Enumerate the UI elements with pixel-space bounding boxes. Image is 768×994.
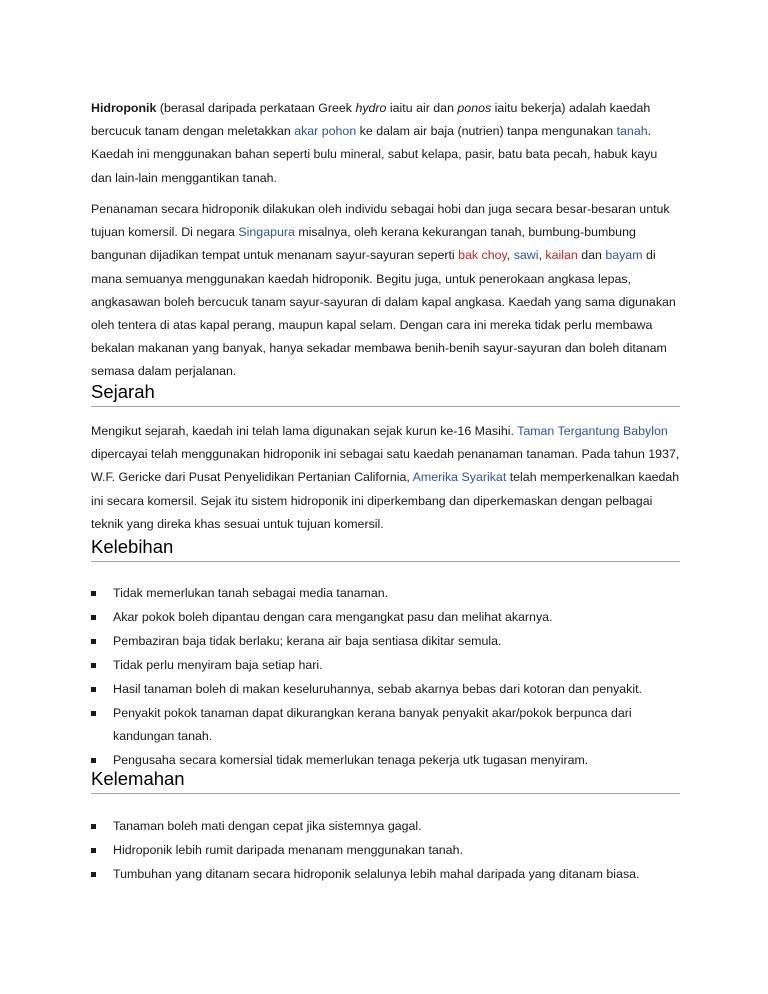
link-singapura[interactable]: Singapura [238, 225, 295, 240]
heading-kelebihan: Kelebihan [91, 536, 680, 562]
list-item: Hidroponik lebih rumit daripada menanam menggunakan tanah. [91, 839, 681, 862]
link-amerika-syarikat[interactable]: Amerika Syarikat [412, 470, 507, 485]
link-kailan[interactable]: kailan [545, 248, 578, 263]
bullet-icon [91, 687, 96, 692]
link-akar-pohon[interactable]: akar pohon [294, 124, 357, 139]
intro-paragraph-1: Hidroponik (berasal daripada perkataan Greek hydro iaitu air dan ponos iaitu bekerja) adalah kaedah bercucuk tanam dengan meletakkan akar pohon ke dalam air baja (nutrien) tanpa mengunakan tanah. Kaedah ini menggunakan bahan seperti bulu mineral, sabut kelapa, pasir, batu bata pecah, habuk kayu dan lain-lain menggantikan tanah. [91, 101, 658, 185]
heading-sejarah: Sejarah [91, 381, 680, 407]
kelemahan-list [91, 815, 681, 887]
link-tanah[interactable]: tanah [616, 124, 648, 139]
bullet-icon [91, 848, 96, 853]
bullet-icon [91, 824, 96, 829]
kelebihan-list [91, 582, 681, 773]
list-item: Penyakit pokok tanaman dapat dikurangkan kerana banyak penyakit akar/pokok berpunca dari kandungan tanah. [91, 702, 681, 748]
list-item: Pengusaha secara komersial tidak memerlukan tenaga pekerja utk tugasan menyiram. [91, 749, 681, 772]
link-bayam[interactable]: bayam [605, 248, 643, 263]
heading-kelemahan: Kelemahan [91, 768, 680, 794]
bullet-icon [91, 758, 96, 763]
bullet-icon [91, 663, 96, 668]
list-item: Tanaman boleh mati dengan cepat jika sistemnya gagal. [91, 815, 681, 838]
term-hidroponik: Hidroponik [91, 101, 157, 115]
sejarah-paragraph: Mengikut sejarah, kaedah ini telah lama digunakan sejak kurun ke-16 Masihi. Taman Tergantung Babylon dipercayai telah menggunakan hidroponik ini sebagai satu kaedah penanaman tanaman. Pada tahun 1937, W.F. Gericke dari Pusat Penyelidikan Pertanian California, Amerika Syarikat telah memperkenalkan kaedah ini secara komersil. Sejak itu sistem hidroponik ini diperkembang dan diperkemaskan dengan pelbagai teknik yang direka khas sesuai untuk tujuan komersil. [91, 424, 680, 531]
bullet-icon [91, 639, 96, 644]
link-bak-choy[interactable]: bak choy [458, 248, 507, 263]
link-sawi[interactable]: sawi [513, 248, 539, 263]
bullet-icon [91, 711, 96, 716]
intro-paragraph-2: Penanaman secara hidroponik dilakukan oleh individu sebagai hobi dan juga secara besar-besaran untuk tujuan komersil. Di negara Singapura misalnya, oleh kerana kekurangan tanah, bumbung-bumbung bangunan dijadikan tempat untuk menanam sayur-sayuran seperti bak choy, sawi, kailan dan bayam di mana semuanya menggunakan kaedah hidroponik. Begitu juga, untuk penerokaan angkasa lepas, angkasawan boleh bercucuk tanam sayur-sayuran di dalam kapal angkasa. Kaedah yang sama digunakan oleh tentera di atas kapal perang, maupun kapal selam. Dengan cara ini mereka tidak perlu membawa bekalan makanan yang banyak, hanya sekadar membawa benih-benih sayur-sayuran dan boleh ditanam semasa dalam perjalanan. [91, 202, 676, 379]
bullet-icon [91, 872, 96, 877]
list-item: Akar pokok boleh dipantau dengan cara mengangkat pasu dan melihat akarnya. [91, 606, 681, 629]
list-item: Tumbuhan yang ditanam secara hidroponik selalunya lebih mahal daripada yang ditanam biasa. [91, 863, 681, 886]
bullet-icon [91, 591, 96, 596]
bullet-icon [91, 615, 96, 620]
list-item: Pembaziran baja tidak berlaku; kerana air baja sentiasa dikitar semula. [91, 630, 681, 653]
list-item: Hasil tanaman boleh di makan keseluruhannya, sebab akarnya bebas dari kotoran dan penyakit. [91, 678, 681, 701]
list-item: Tidak memerlukan tanah sebagai media tanaman. [91, 582, 681, 605]
list-item: Tidak perlu menyiram baja setiap hari. [91, 654, 681, 677]
link-taman-tergantung-babylon[interactable]: Taman Tergantung Babylon [517, 424, 668, 438]
